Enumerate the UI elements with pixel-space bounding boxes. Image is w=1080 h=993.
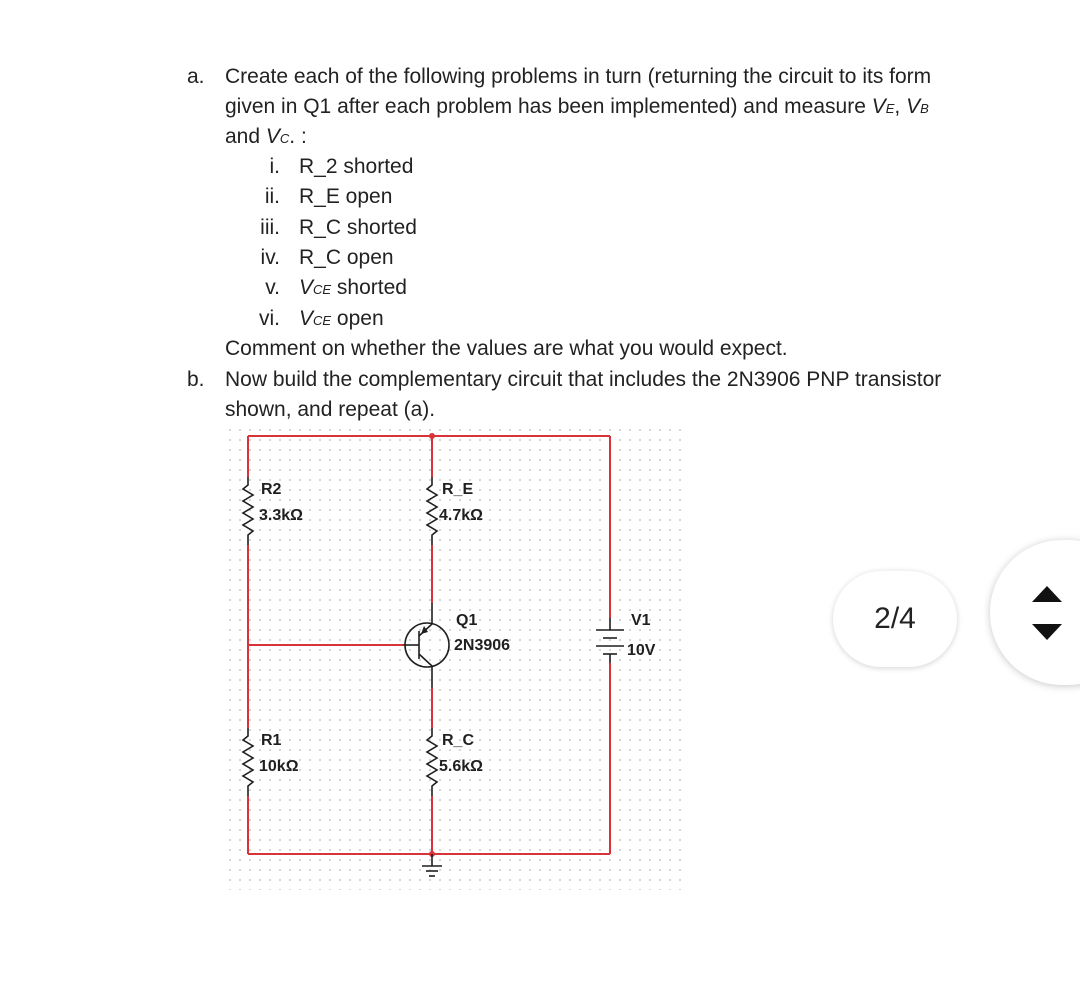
part-a-line-1: Create each of the following problems in turn (returning the circuit to its form xyxy=(225,65,932,88)
part-b-marker: b. xyxy=(187,368,205,391)
list-item-number: i. xyxy=(269,155,280,178)
list-item: R_E open xyxy=(299,185,393,208)
previous-page-arrow-icon[interactable] xyxy=(1032,586,1062,602)
next-page-arrow-icon[interactable] xyxy=(1032,624,1062,640)
r2-value: 3.3kΩ xyxy=(259,507,303,524)
q1-label: Q1 xyxy=(456,612,478,629)
r1-label: R1 xyxy=(261,732,282,749)
list-item: R_2 shorted xyxy=(299,155,414,178)
list-item-number: vi. xyxy=(259,307,280,330)
part-a-line-2: given in Q1 after each problem has been implemented) and measure VE, VB xyxy=(225,95,929,118)
list-item-number: ii. xyxy=(264,185,280,208)
r1-value: 10kΩ xyxy=(259,758,299,775)
part-a-marker: a. xyxy=(187,65,205,88)
list-item-number: v. xyxy=(265,276,280,299)
part-b-line-1: Now build the complementary circuit that includes the 2N3906 PNP transistor xyxy=(225,368,942,391)
comment-line: Comment on whether the values are what you would expect. xyxy=(225,337,788,360)
q1-model: 2N3906 xyxy=(454,637,511,654)
v1-label: V1 xyxy=(631,612,651,629)
re-value: 4.7kΩ xyxy=(439,507,483,524)
circuit-schematic xyxy=(225,425,690,895)
v1-value: 10V xyxy=(627,642,656,659)
page-indicator xyxy=(833,571,957,667)
page-indicator-label: 2/4 xyxy=(874,602,916,635)
re-label: R_E xyxy=(442,481,474,498)
list-item: R_C shorted xyxy=(299,216,417,239)
list-item-number: iv. xyxy=(260,246,280,269)
list-item: R_C open xyxy=(299,246,394,269)
rc-value: 5.6kΩ xyxy=(439,758,483,775)
list-item: VCE shorted xyxy=(299,276,407,299)
list-item: VCE open xyxy=(299,307,384,330)
junction-top xyxy=(429,433,435,439)
r2-label: R2 xyxy=(261,481,282,498)
part-b-line-2: shown, and repeat (a). xyxy=(225,398,436,421)
part-a-line-3: and VC. : xyxy=(225,125,307,148)
list-item-number: iii. xyxy=(260,216,280,239)
rc-label: R_C xyxy=(442,732,475,749)
